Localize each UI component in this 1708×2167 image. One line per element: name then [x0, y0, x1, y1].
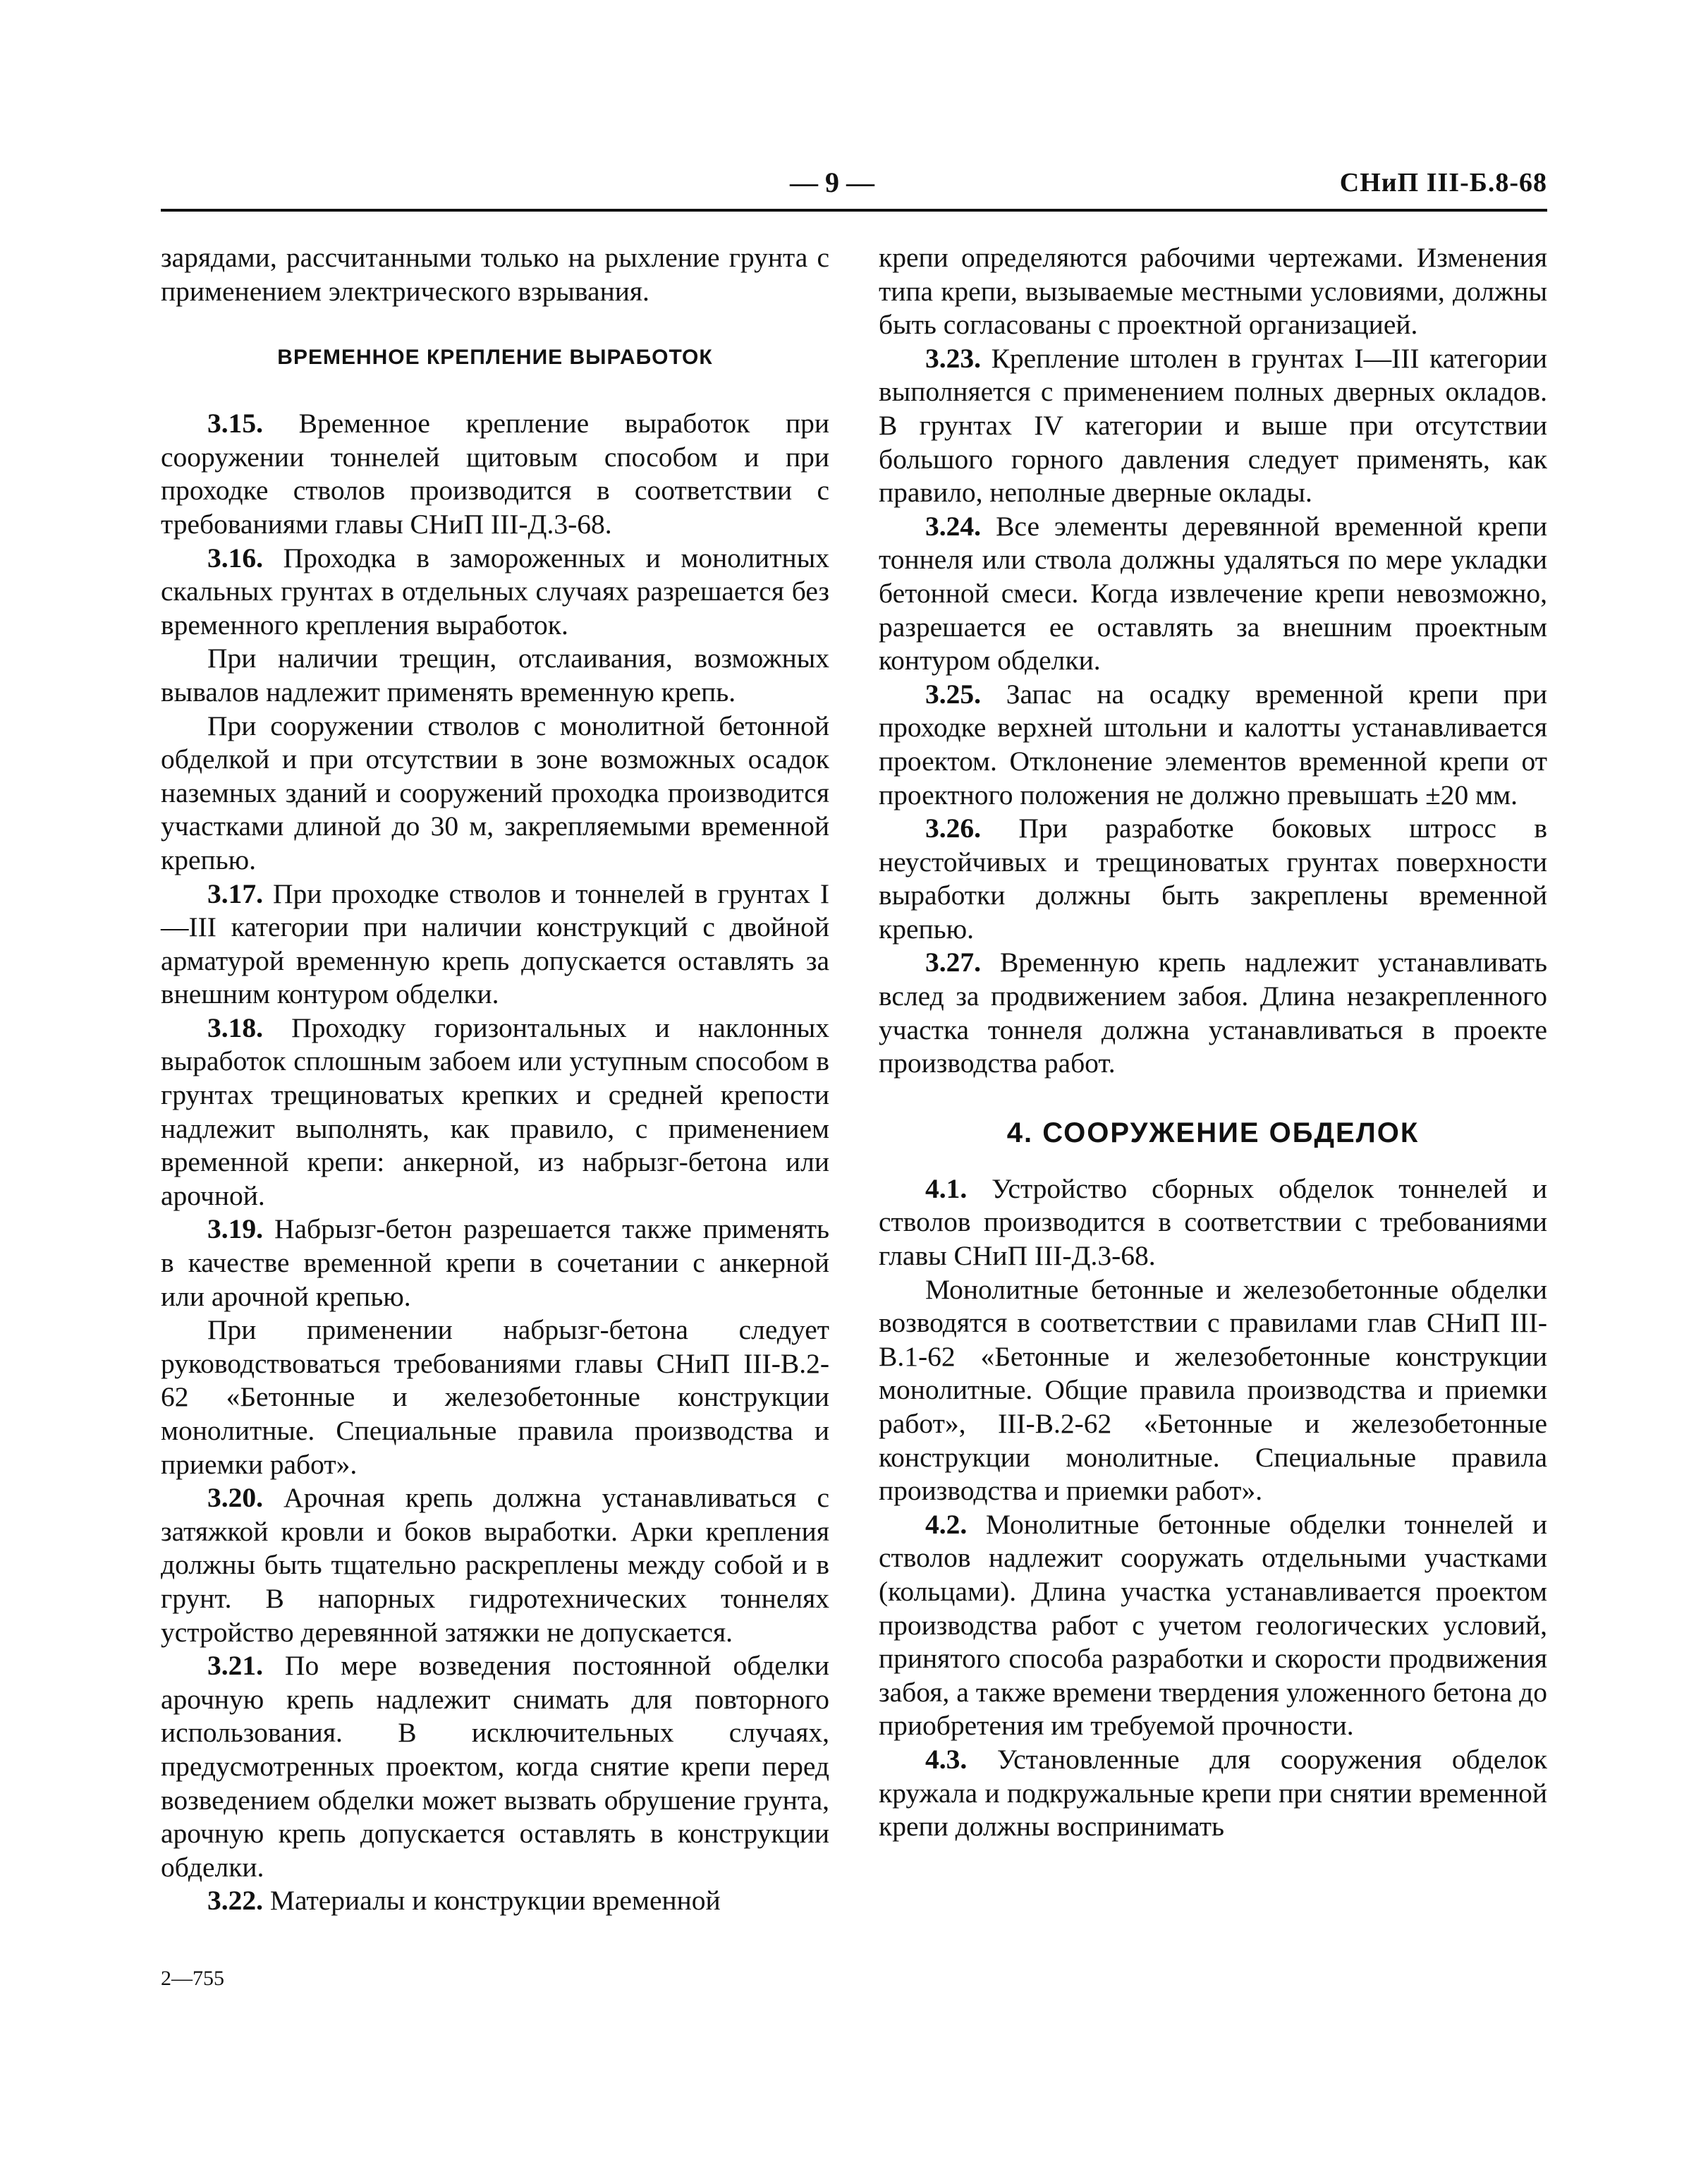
clause-paragraph	[161, 1884, 829, 1918]
paragraph	[161, 710, 829, 878]
signature-mark: 2—755	[161, 1967, 224, 1990]
clause-paragraph	[879, 1508, 1547, 1743]
chapter-heading: 4. СООРУЖЕНИЕ ОБДЕЛОК	[1006, 1117, 1420, 1148]
clause-number: 3.21.	[207, 1650, 263, 1682]
document-code: СНиП III-Б.8-68	[1339, 168, 1547, 198]
paragraph	[161, 642, 829, 709]
paragraph	[161, 1313, 829, 1481]
paragraph-text: Устройство сборных обделок тоннелей и стволов производится в соответствии с требованиями главы СНиП III-Д.3-68.	[879, 1172, 1547, 1272]
paragraph-text: Временную крепь надлежит устанавливать вслед за продвижением забоя. Длина незакрепленного участка тоннеля должна устанавливаться в проекте производства работ.	[879, 947, 1547, 1079]
clause-paragraph	[161, 407, 829, 541]
clause-number: 3.24.	[925, 510, 981, 542]
clause-paragraph	[161, 1213, 829, 1313]
paragraph-text: Проходку горизонтальных и наклонных выработок сплошным забоем или уступным способом в грунтах трещиноватых крепких и средней крепости надлежит выполнять, как правило, с применением временной крепи: анкерной, из набрызг-бетона или арочной.	[161, 1012, 829, 1211]
header-rule	[161, 209, 1547, 212]
clause-number: 3.15.	[207, 408, 263, 439]
paragraph-text: При разработке боковых штросс в неустойчивых и трещиноватых грунтах поверхности выработки должны быть закреплены временной крепью.	[879, 813, 1547, 945]
paragraph-text: Установленные для сооружения обделок кружала и подкружальные крепи при снятии временной крепи должны воспринимать	[879, 1743, 1547, 1843]
paragraph-text: Проходка в замороженных и монолитных скальных грунтах в отдельных случаях разрешается без временного крепления выработок.	[161, 542, 829, 641]
paragraph-text: При применении набрызг-бетона следует руководствоваться требованиями главы СНиП III-В.2-62 «Бетонные и железобетонные конструкции монолитные. Специальные правила производства и приемки работ».	[161, 1314, 829, 1480]
paragraph-text: Арочная крепь должна устанавливаться с затяжкой кровли и боков выработки. Арки крепления должны быть тщательно раскреплены между собой и в грунт. В напорных гидротехнических тоннелях устройство деревянной затяжки не допускается.	[161, 1482, 829, 1648]
page-number: — 9 —	[790, 166, 874, 198]
clause-paragraph	[879, 946, 1547, 1080]
paragraph	[879, 1273, 1547, 1508]
paragraph-text: При проходке стволов и тоннелей в грунтах I—III категории при наличии конструкций с двойной арматурой временную крепь допускается оставлять за внешним контуром обделки.	[161, 878, 829, 1010]
paragraph-text: крепи определяются рабочими чертежами. Изменения типа крепи, вызываемые местными условиями, должны быть согласованы с проектной организацией.	[879, 242, 1547, 341]
clause-number: 3.25.	[925, 678, 981, 710]
paragraph-text: зарядами, рассчитанными только на рыхление грунта с применением электрического взрывания.	[161, 242, 829, 307]
clause-paragraph	[161, 1649, 829, 1884]
clause-number: 3.19.	[207, 1213, 263, 1245]
clause-paragraph	[161, 1012, 829, 1213]
section-heading: ВРЕМЕННОЕ КРЕПЛЕНИЕ ВЫРАБОТОК	[277, 346, 713, 370]
clause-number: 3.26.	[925, 813, 981, 844]
paragraph-text: Набрызг-бетон разрешается также применять в качестве временной крепи в сочетании с анкерной или арочной крепью.	[161, 1213, 829, 1312]
paragraph-text: Запас на осадку временной крепи при проходке верхней штольни и калотты устанавливается проектом. Отклонение элементов временной крепи от проектного положения не должно превышать ±20 мм.	[879, 678, 1547, 811]
clause-number: 4.1.	[925, 1172, 968, 1204]
left-column	[161, 241, 829, 1918]
paragraph	[879, 241, 1547, 342]
clause-number: 3.17.	[207, 878, 263, 909]
clause-number: 3.20.	[207, 1482, 263, 1514]
clause-paragraph	[879, 342, 1547, 510]
paragraph-text: Материалы и конструкции временной	[263, 1885, 721, 1917]
paragraph	[161, 241, 829, 308]
clause-paragraph	[879, 1743, 1547, 1844]
clause-paragraph	[161, 878, 829, 1012]
clause-number: 3.18.	[207, 1012, 263, 1043]
clause-paragraph	[879, 678, 1547, 812]
paragraph-text: Крепление штолен в грунтах I—III категории выполняется с применением полных дверных окладов. В грунтах IV категории и выше при отсутствии большого горного давления следует применять, как правило, неполные дверные оклады.	[879, 342, 1547, 509]
clause-number: 3.22.	[207, 1885, 263, 1917]
paragraph-text: По мере возведения постоянной обделки арочную крепь надлежит снимать для повторного использования. В исключительных случаях, предусмотренных проектом, когда снятие крепи перед возведением обделки может вызвать обрушение грунта, арочную крепь допускается оставлять в конструкции обделки.	[161, 1650, 829, 1883]
clause-number: 3.23.	[925, 342, 981, 374]
clause-number: 3.27.	[925, 947, 981, 978]
paragraph-text: При наличии трещин, отслаивания, возможных вывалов надлежит применять временную крепь.	[161, 643, 829, 708]
clause-number: 4.2.	[925, 1508, 968, 1540]
paragraph-text: При сооружении стволов с монолитной бетонной обделкой и при отсутствии в зоне возможных осадок наземных зданий и сооружений проходка производится участками длиной до 30 м, закрепляемыми временной крепью.	[161, 710, 829, 875]
paragraph-text: Монолитные бетонные и железобетонные обделки возводятся в соответствии с правилами глав СНиП III-В.1-62 «Бетонные и железобетонные конструкции монолитные. Общие правила производства и приемки работ», III-В.2-62 «Бетонные и железобетонные конструкции монолитные. Специальные правила производства и приемки работ».	[879, 1273, 1547, 1507]
clause-paragraph	[161, 1481, 829, 1649]
clause-number: 3.16.	[207, 542, 263, 573]
paragraph-text: Все элементы деревянной временной крепи тоннеля или ствола должны удаляться по мере укладки бетонной смеси. Когда извлечение крепи невозможно, разрешается ее оставлять за внешним проектным контуром обделки.	[879, 510, 1547, 676]
clause-paragraph	[879, 812, 1547, 946]
clause-paragraph	[879, 510, 1547, 678]
right-column	[879, 241, 1547, 1844]
clause-number: 4.3.	[925, 1743, 968, 1775]
paragraph-text: Временное крепление выработок при сооружении тоннелей щитовым способом и при проходке стволов производится в соответствии с требованиями главы СНиП III-Д.3-68.	[161, 408, 829, 540]
paragraph-text: Монолитные бетонные обделки тоннелей и стволов надлежит сооружать отдельными участками (кольцами). Длина участка устанавливается проектом производства работ с учетом геологических условий, принятого способа разработки и скорости продвижения забоя, а также времени твердения уложенного бетона до приобретения им требуемой прочности.	[879, 1508, 1547, 1742]
clause-paragraph	[161, 542, 829, 643]
clause-paragraph	[879, 1172, 1547, 1273]
